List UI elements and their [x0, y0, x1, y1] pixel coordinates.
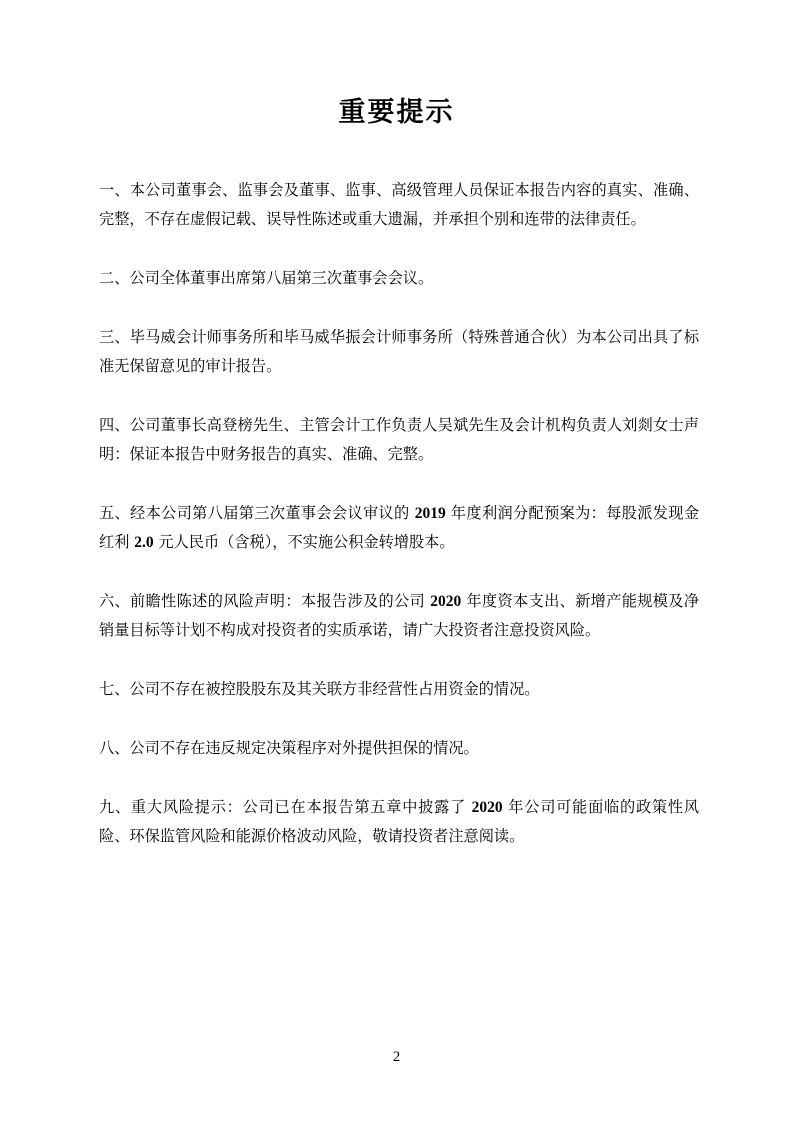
notice-item-6-pre: 六、前瞻性陈述的风险声明：本报告涉及的公司	[99, 592, 426, 610]
notice-item-5	[99, 499, 699, 557]
notice-item-9-pre: 九、重大风险提示：公司已在本报告第五章中披露了	[99, 798, 467, 816]
notice-item-9	[99, 793, 699, 851]
notice-item-1: 一、本公司董事会、监事会及董事、监事、高级管理人员保证本报告内容的真实、准确、完整，不存在虚假记载、误导性陈述或重大遗漏，并承担个别和连带的法律责任。	[99, 181, 699, 228]
notice-item-6-post: 年度资本支出、新增产能规模及净销量目标等计划不构成对投资者的实质承诺，请广大投资者注意投资风险。	[99, 592, 700, 639]
notice-item-2: 二、公司全体董事出席第八届第三次董事会会议。	[99, 269, 434, 287]
notice-item-5-post: 元人民币（含税），不实施公积金转增股本。	[158, 533, 455, 551]
notice-item-8: 八、公司不存在违反规定决策程序对外提供担保的情况。	[99, 739, 479, 757]
notice-item-6	[99, 587, 699, 645]
notice-item-9-year: 2020	[471, 799, 503, 816]
notice-item-4: 四、公司董事长高登榜先生、主管会计工作负责人吴斌先生及会计机构负责人刘剡女士声明：保证本报告中财务报告的真实、准确、完整。	[99, 416, 699, 463]
notice-item-5-mid: 年度利润分配预案为：每股派发现金红利	[99, 504, 700, 551]
notice-item-3: 三、毕马威会计师事务所和毕马威华振会计师事务所（特殊普通合伙）为本公司出具了标准无保留意见的审计报告。	[99, 328, 699, 375]
notice-item-6-year: 2020	[430, 593, 462, 610]
page-title: 重要提示	[338, 97, 455, 128]
notice-item-7: 七、公司不存在被控股股东及其关联方非经营性占用资金的情况。	[99, 680, 540, 698]
notice-item-9-post: 年公司可能面临的政策性风险、环保监管风险和能源价格波动风险，敬请投资者注意阅读。	[99, 798, 700, 845]
page-number: 2	[392, 1049, 401, 1065]
notice-item-5-pre: 五、经本公司第八届第三次董事会会议审议的	[99, 504, 410, 522]
notice-item-5-year: 2019	[414, 505, 446, 522]
notice-list	[99, 176, 699, 881]
notice-item-5-amount: 2.0	[134, 534, 154, 551]
